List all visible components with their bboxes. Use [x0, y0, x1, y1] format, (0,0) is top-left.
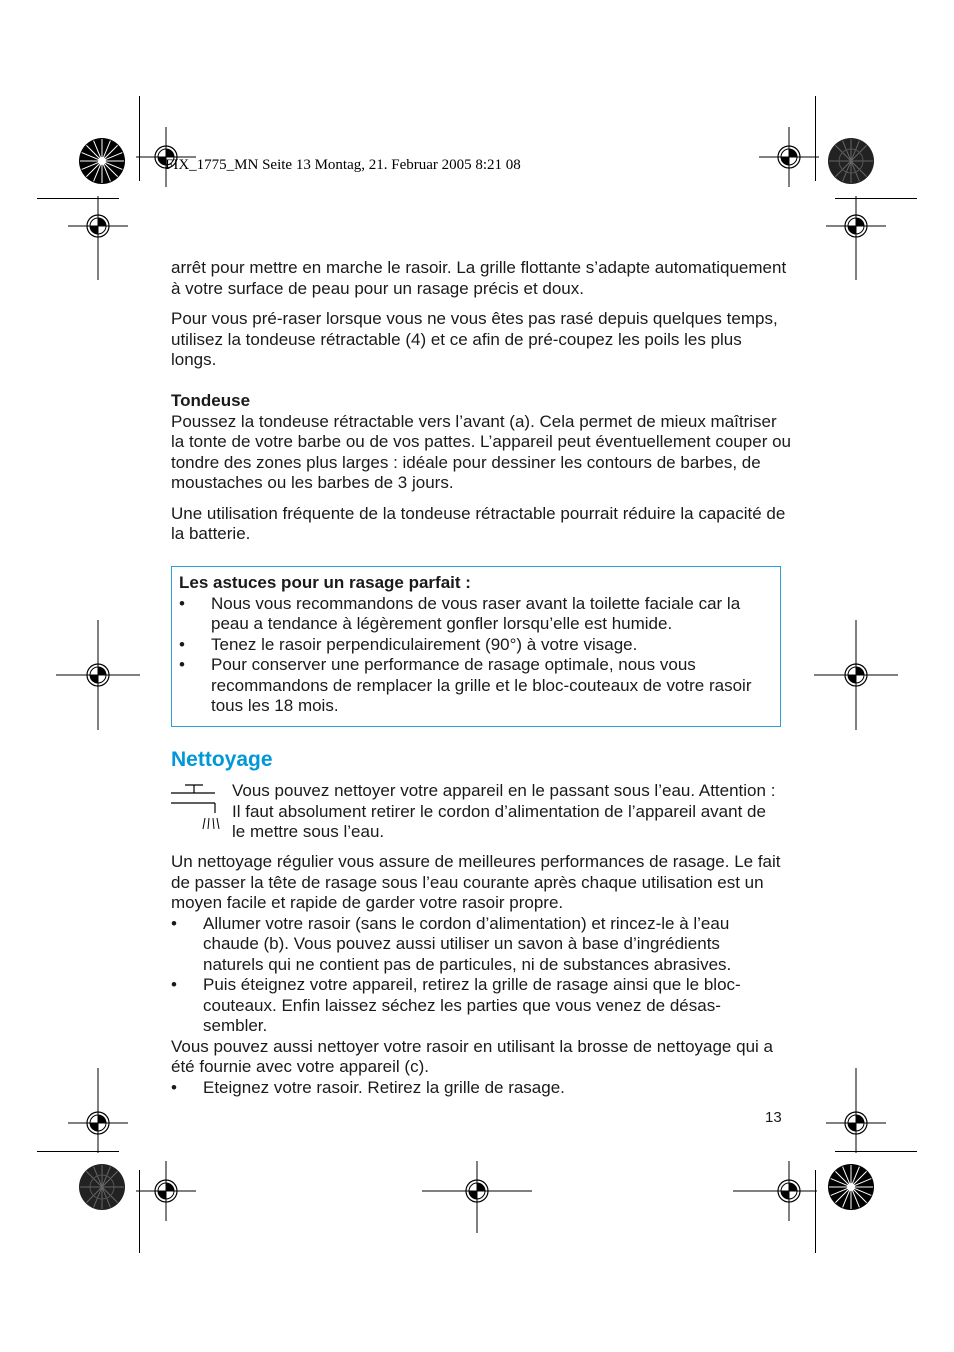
registration-mark: [422, 1161, 532, 1233]
bullet: •: [171, 1077, 177, 1097]
section-nettoyage-body: [171, 852, 783, 1098]
section-heading-nettoyage: Nettoyage: [171, 748, 273, 771]
paragraph-pre-raser: Pour vous pré-raser lorsque vous ne vous êtes pas rasé depuis quelques temps, utilisez la tondeuse rétractable (4) et ce afin de pré-coupez les poils les plus longs.: [171, 309, 778, 369]
paragraph-batterie: Une utilisation fréquente de la tondeuse rétractable pourrait réduire la capacité de la batterie.: [171, 503, 786, 543]
print-slug: FIX_1775_MN Seite 13 Montag, 21. Februar 2005 8:21 08: [165, 157, 521, 173]
page-number: 13: [765, 1109, 782, 1126]
bullet: •: [171, 913, 177, 933]
registration-mark: [56, 620, 140, 730]
nettoyage-intro: Vous pouvez nettoyer votre appareil en le passant sous l’eau. Attention : Il faut absolument retirer le cordon d’alimentation de l’appareil avant de le mettre sous l’eau.: [232, 781, 776, 841]
list-item: [179, 635, 772, 656]
registration-mark: [826, 196, 886, 280]
tondeuse-body: Poussez la tondeuse rétractable vers l’avant (a). Cela permet de mieux maîtriser la tonte de votre barbe ou de vos pattes. L’appareil peut éventuellement couper ou tondre des zones plus larges : idéale pour dessiner les contours de barbes, de moustaches ou les barbes de 3 jours.: [171, 411, 791, 492]
tip-text: Nous vous recommandons de vous raser avant la toilette faciale car la peau a tendance à légèrement gonfler lorsqu’elle est humide.: [211, 593, 741, 633]
paragraph-nettoyage: Un nettoyage régulier vous assure de meilleures performances de rasage. Le fait de passer la tête de rasage sous l’eau courante après chaque utilisation est un moyen facile et rapide de garder votre rasoir propre.: [171, 852, 781, 912]
body-text-top: [171, 258, 791, 371]
list-item: [179, 594, 772, 635]
list-item: [171, 914, 783, 976]
star-target-mark: [78, 137, 126, 185]
star-target-mark: [827, 1163, 875, 1211]
registration-mark: [826, 1068, 886, 1153]
list-item-text: Eteignez votre rasoir. Retirez la grille de rasage.: [203, 1077, 565, 1097]
tip-text: Pour conserver une performance de rasage optimale, nous vous recommandons de remplacer la grille et le bloc-couteaux de votre rasoir tous les 18 mois.: [211, 655, 752, 715]
registration-mark: [759, 127, 819, 187]
bullet: •: [179, 655, 185, 674]
tip-text: Tenez le rasoir perpendiculairement (90°) à votre visage.: [211, 634, 638, 654]
list-item-text: Allumer votre rasoir (sans le cordon d’alimentation) et rincez-le à l’eau chaude (b). Vous pouvez aussi utiliser un savon à base d’ingrédients naturels qui ne contient pas de particules, ni de substances abrasives.: [203, 913, 732, 974]
bullet: •: [179, 593, 185, 613]
star-target-mark: [827, 137, 875, 185]
registration-mark: [68, 1068, 128, 1153]
tips-title: Les astuces pour un rasage parfait :: [179, 573, 471, 592]
list-item: [171, 1078, 783, 1099]
registration-mark: [733, 1161, 817, 1221]
bullet: •: [179, 634, 185, 654]
paragraph-brosse: Vous pouvez aussi nettoyer votre rasoir en utilisant la brosse de nettoyage qui a été fournie avec votre appareil (c).: [171, 1036, 773, 1076]
registration-mark: [68, 196, 128, 280]
section-tondeuse: [171, 391, 791, 545]
paragraph-grille: arrêt pour mettre en marche le rasoir. La grille flottante s’adapte automatiquement à votre surface de peau pour un rasage précis et doux.: [171, 258, 787, 298]
star-target-mark: [78, 1163, 126, 1211]
list-item: [179, 655, 772, 717]
tondeuse-title: Tondeuse: [171, 391, 251, 410]
water-tap-icon: [169, 783, 221, 833]
tips-box: [171, 566, 781, 727]
registration-mark: [814, 620, 898, 730]
registration-mark: [136, 1161, 196, 1221]
list-item-text: Puis éteignez votre appareil, retirez la grille de rasage ainsi que le bloc-couteaux. Enfin laissez séchez les parties que vous venez de désas-sembler.: [203, 975, 741, 1035]
bullet: •: [171, 975, 177, 994]
list-item: [171, 975, 783, 1037]
